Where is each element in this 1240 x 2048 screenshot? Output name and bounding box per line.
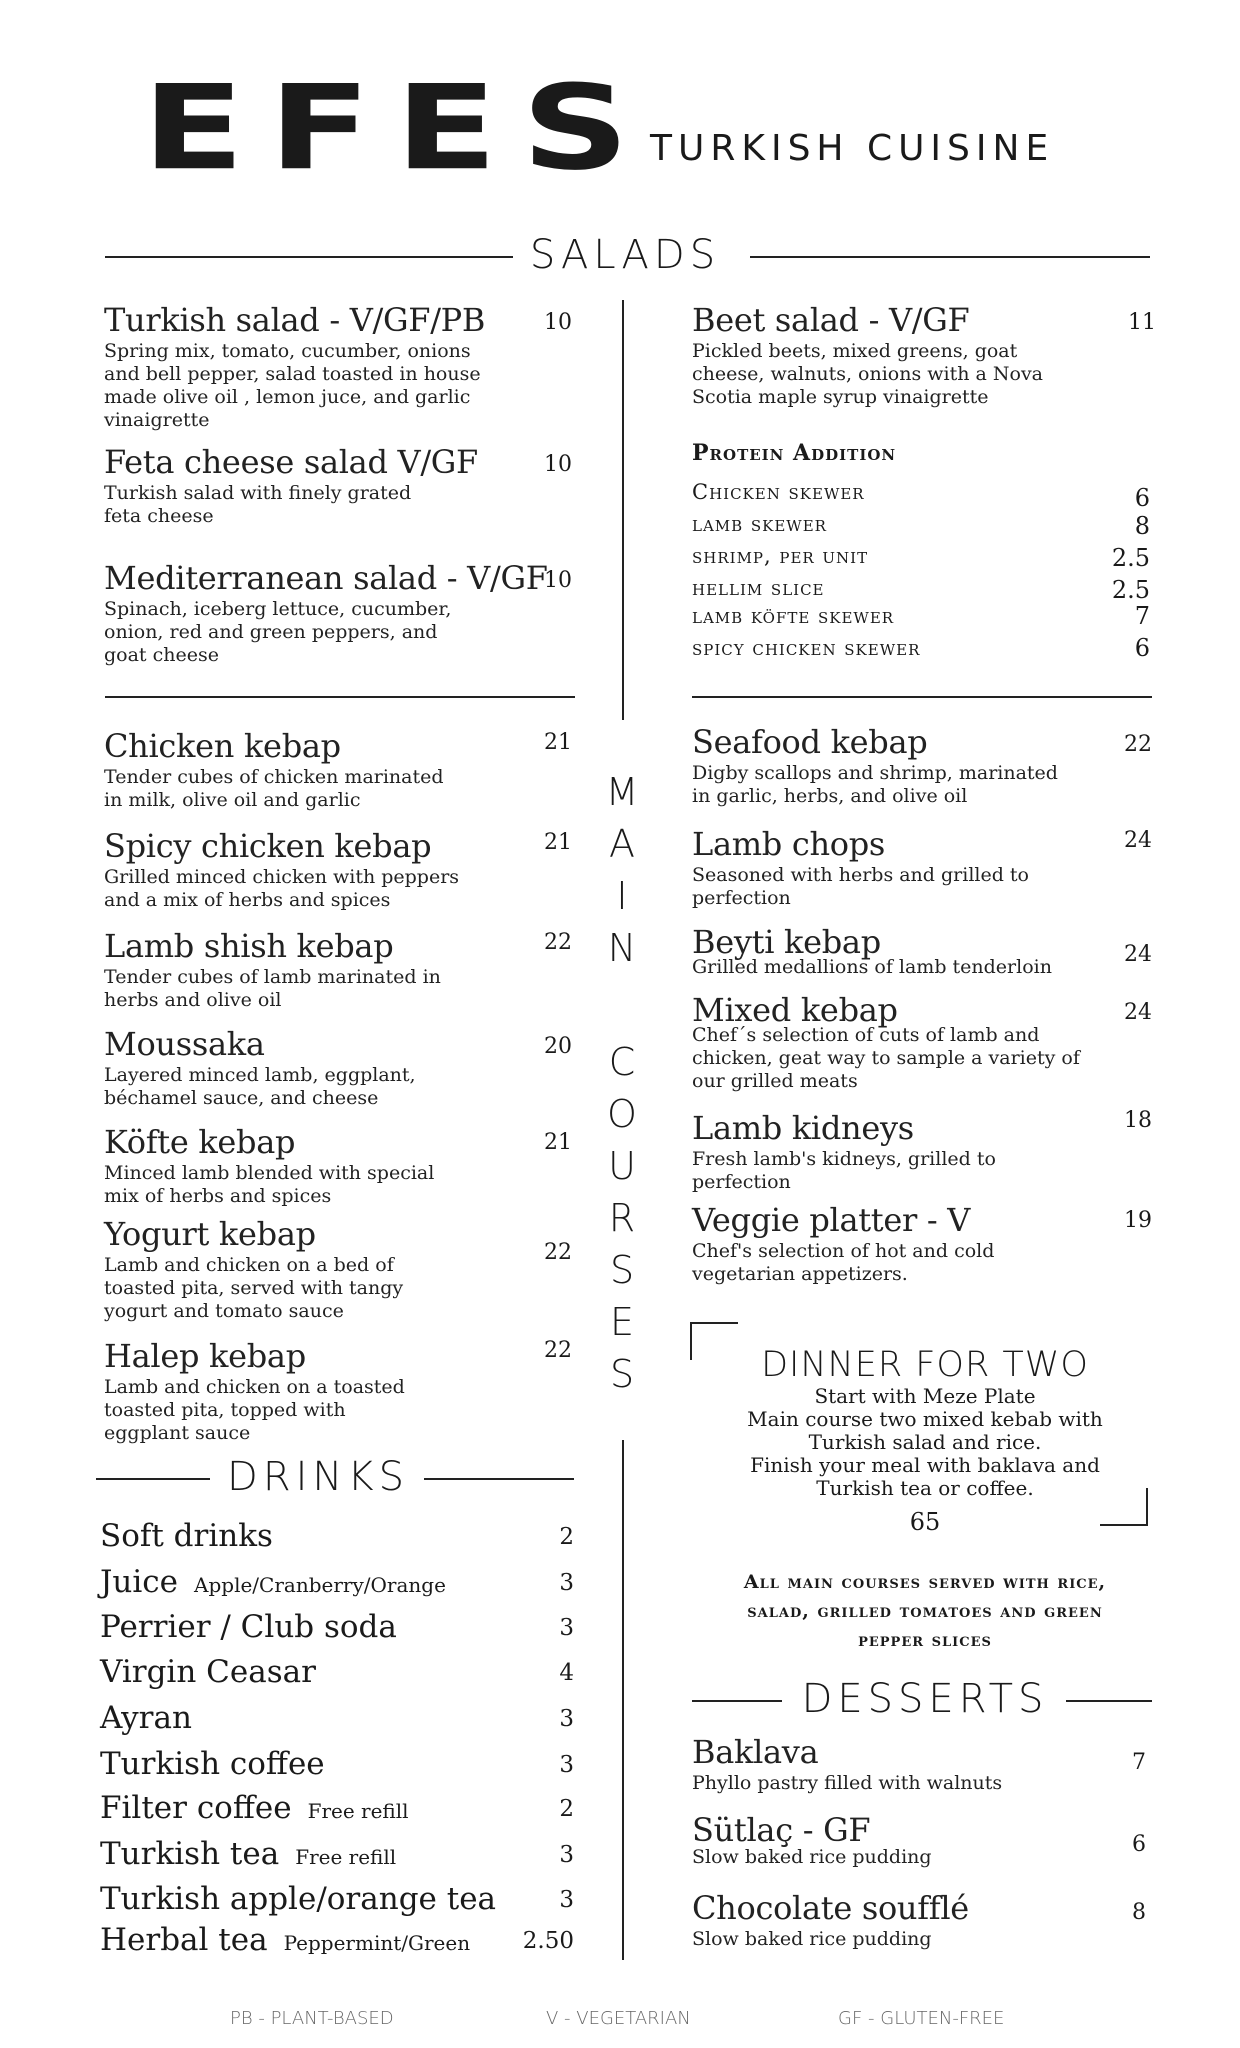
menu-item (692, 924, 1152, 979)
item-description: Seasoned with herbs and grilled to perfection (692, 864, 1029, 909)
legend-gluten-free: GF - GLUTEN-FREE (838, 2008, 1005, 2029)
item-name: Sütlaç - GF (692, 1811, 871, 1849)
item-name: Lamb kidneys (692, 1109, 914, 1147)
drink-name-text: Herbal tea (100, 1922, 268, 1958)
item-name: Spicy chicken kebap (104, 827, 432, 865)
column-divider (622, 300, 624, 720)
menu-item (692, 1110, 1152, 1194)
dinner-line: Finish your meal with baklava and (750, 1453, 1100, 1477)
drink-name: Perrier / Club soda (100, 1609, 397, 1645)
item-description: Fresh lamb's kidneys, grilled to perfection (692, 1148, 996, 1193)
section-title-courses (604, 1040, 640, 1396)
drink-name: Virgin Ceasar (100, 1654, 316, 1690)
menu-item (104, 1124, 574, 1208)
item-price: 20 (544, 1034, 572, 1059)
drink-price: 2 (559, 1796, 574, 1822)
restaurant-subtitle: TURKISH CUISINE (650, 128, 1055, 169)
item-description: Turkish salad with finely grated feta cheese (104, 482, 412, 527)
item-name: Veggie platter - V (692, 1201, 971, 1239)
section-title-main (604, 770, 640, 970)
protein-item: lamb skewer (692, 512, 827, 536)
drink-price: 2 (559, 1524, 574, 1550)
menu-item (692, 1812, 1152, 1869)
item-description: Grilled medallions of lamb tenderloin (692, 956, 1052, 978)
item-price: 10 (544, 310, 572, 335)
legend-vegetarian: V - VEGETARIAN (546, 2008, 691, 2029)
menu-item (104, 828, 574, 912)
drink-item (100, 1654, 574, 1694)
drink-name (100, 1790, 409, 1826)
item-description: Lamb and chicken on a bed of toasted pita, served with tangy yogurt and tomato sauce (104, 1254, 404, 1322)
protein-item: lamb köfte skewer (692, 604, 895, 628)
item-description: Digby scallops and shrimp, marinated in garlic, herbs, and olive oil (692, 762, 1058, 807)
drink-price: 3 (559, 1706, 574, 1732)
menu-item (104, 928, 574, 1012)
item-description: Pickled beets, mixed greens, goat cheese, walnuts, onions with a Nova Scotia maple syrup vinaigrette (692, 340, 1044, 408)
dinner-line: Turkish tea or coffee. (816, 1476, 1034, 1500)
drink-name (100, 1922, 470, 1958)
drink-price: 3 (559, 1752, 574, 1778)
item-price: 8 (1132, 1900, 1146, 1925)
column-divider (622, 1440, 624, 1960)
item-name: Chicken kebap (104, 727, 341, 765)
drink-name (100, 1564, 446, 1600)
item-price: 24 (1124, 1000, 1152, 1025)
note-line: salad, grilled tomatoes and green (747, 1600, 1103, 1622)
drink-item (100, 1564, 574, 1604)
courses-letter: O (607, 1092, 637, 1136)
menu-item (104, 1216, 574, 1323)
protein-addition-title: Protein Addition (692, 440, 897, 466)
item-name: Feta cheese salad V/GF (104, 443, 478, 481)
item-price: 22 (544, 1338, 572, 1363)
menu-item (104, 560, 574, 667)
courses-letter: R (608, 1196, 636, 1240)
legend-plant-based: PB - PLANT-BASED (230, 2008, 394, 2029)
dinner-price: 65 (909, 1508, 941, 1536)
item-name: Mixed kebap (692, 991, 898, 1029)
menu-item (692, 1890, 1152, 1951)
section-title-desserts: DESSERTS (801, 1676, 1049, 1722)
drink-name: Soft drinks (100, 1518, 273, 1554)
item-price: 10 (544, 568, 572, 593)
protein-price: 6 (1134, 634, 1150, 662)
drink-name (100, 1836, 396, 1872)
item-price: 22 (1124, 732, 1152, 757)
main-course-note (690, 1568, 1160, 1655)
protein-item: hellim slice (692, 576, 825, 600)
item-description: Layered minced lamb, eggplant, béchamel sauce, and cheese (104, 1064, 416, 1109)
menu-item (104, 1026, 574, 1110)
main-letter: A (609, 822, 635, 866)
item-price: 11 (1128, 310, 1156, 335)
divider (105, 256, 513, 258)
item-name: Halep kebap (104, 1337, 306, 1375)
protein-price: 6 (1134, 484, 1150, 512)
item-price: 21 (544, 730, 572, 755)
main-letter: I (616, 874, 628, 918)
drink-price: 2.50 (522, 1928, 574, 1954)
item-description: Slow baked rice pudding (692, 1846, 932, 1868)
dinner-line: Start with Meze Plate (814, 1384, 1036, 1408)
drink-name: Turkish apple/orange tea (100, 1881, 497, 1917)
item-description: Chef´s selection of cuts of lamb and chicken, geat way to sample a variety of our grilled meats (692, 1024, 1080, 1092)
main-letter: N (607, 926, 637, 970)
drink-item (100, 1746, 574, 1786)
courses-letter: S (609, 1248, 635, 1292)
courses-letter: C (608, 1040, 636, 1084)
item-description: Slow baked rice pudding (692, 1928, 932, 1950)
item-description: Phyllo pastry filled with walnuts (692, 1772, 1003, 1794)
item-price: 24 (1124, 828, 1152, 853)
drink-name-text: Juice (100, 1564, 179, 1600)
menu-item (104, 302, 574, 432)
item-description: Grilled minced chicken with peppers and a mix of herbs and spices (104, 866, 460, 911)
restaurant-logo: EFES (142, 60, 654, 197)
protein-item: Chicken skewer (692, 480, 865, 504)
item-name: Moussaka (104, 1025, 265, 1063)
item-name: Yogurt kebap (104, 1215, 316, 1253)
drink-price: 3 (559, 1842, 574, 1868)
divider (750, 256, 1150, 258)
item-name: Chocolate soufflé (692, 1889, 969, 1927)
item-description: Tender cubes of lamb marinated in herbs and olive oil (104, 966, 441, 1011)
item-name: Lamb chops (692, 825, 886, 863)
menu-item (104, 728, 574, 812)
protein-price: 8 (1134, 512, 1150, 540)
drink-item (100, 1700, 574, 1740)
divider (105, 696, 575, 698)
courses-letter: S (609, 1352, 635, 1396)
menu-item (692, 1734, 1152, 1795)
drink-item (100, 1836, 574, 1876)
item-price: 18 (1124, 1108, 1152, 1133)
item-description: Spinach, iceberg lettuce, cucumber, onion, red and green peppers, and goat cheese (104, 598, 452, 666)
item-price: 21 (544, 1130, 572, 1155)
divider (1066, 1700, 1152, 1702)
section-title-drinks: DRINKS (227, 1454, 409, 1500)
courses-letter: E (609, 1300, 634, 1344)
drink-price: 3 (559, 1887, 574, 1913)
protein-item: shrimp, per unit (692, 544, 869, 568)
courses-letter: U (608, 1144, 636, 1188)
drink-tag: Free refill (307, 1799, 409, 1823)
menu-item (692, 724, 1152, 808)
menu-item (692, 1202, 1152, 1286)
drink-item (100, 1518, 574, 1558)
item-price: 21 (544, 830, 572, 855)
item-price: 22 (544, 1240, 572, 1265)
item-name: Seafood kebap (692, 723, 928, 761)
drink-price: 4 (559, 1660, 574, 1686)
drink-item (100, 1609, 574, 1649)
section-title-salads: SALADS (529, 232, 721, 278)
drink-name: Ayran (100, 1700, 192, 1736)
drink-name: Turkish coffee (100, 1746, 325, 1782)
item-price: 19 (1124, 1208, 1152, 1233)
drink-item (100, 1881, 574, 1921)
divider (692, 1700, 782, 1702)
item-price: 24 (1124, 942, 1152, 967)
drink-price: 3 (559, 1615, 574, 1641)
item-price: 22 (544, 930, 572, 955)
item-name: Mediterranean salad - V/GF (104, 559, 548, 597)
drink-tag: Peppermint/Green (283, 1931, 471, 1955)
divider (692, 696, 1152, 698)
drink-price: 3 (559, 1570, 574, 1596)
divider (424, 1478, 574, 1480)
menu-item (692, 992, 1152, 1093)
note-line: pepper slices (858, 1629, 992, 1651)
item-description: Lamb and chicken on a toasted toasted pita, topped with eggplant sauce (104, 1376, 405, 1444)
dinner-line: Main course two mixed kebab with (747, 1407, 1103, 1431)
protein-price: 7 (1134, 602, 1150, 630)
drink-name-text: Turkish tea (100, 1836, 280, 1872)
drink-tag: Free refill (295, 1845, 397, 1869)
dinner-for-two (690, 1345, 1160, 1536)
item-name: Lamb shish kebap (104, 927, 394, 965)
item-description: Spring mix, tomato, cucumber, onions and bell pepper, salad toasted in house made olive oil , lemon juce, and garlic vinaigrette (104, 340, 481, 431)
menu-item (104, 444, 574, 528)
protein-price: 2.5 (1111, 576, 1150, 604)
bracket-corner (1100, 1488, 1148, 1526)
item-description: Tender cubes of chicken marinated in milk, olive oil and garlic (104, 766, 444, 811)
menu-item (692, 826, 1152, 910)
dinner-line: Turkish salad and rice. (808, 1430, 1042, 1454)
item-description: Chef's selection of hot and cold vegetarian appetizers. (692, 1240, 995, 1285)
item-price: 10 (544, 452, 572, 477)
item-name: Turkish salad - V/GF/PB (104, 301, 486, 339)
item-name: Köfte kebap (104, 1123, 296, 1161)
drink-item (100, 1922, 574, 1962)
item-name: Beet salad - V/GF (692, 301, 970, 339)
divider (96, 1478, 210, 1480)
item-price: 7 (1132, 1750, 1146, 1775)
item-name: Beyti kebap (692, 923, 881, 961)
menu-item (692, 301, 1156, 409)
drink-item (100, 1790, 574, 1830)
main-letter: M (605, 770, 639, 814)
note-line: All main courses served with rice, (743, 1571, 1107, 1593)
item-price: 6 (1132, 1832, 1146, 1857)
drink-tag: Apple/Cranberry/Orange (194, 1573, 446, 1597)
dinner-title: DINNER FOR TWO (761, 1345, 1089, 1385)
menu-item (104, 1338, 574, 1445)
item-name: Baklava (692, 1733, 819, 1771)
item-description: Minced lamb blended with special mix of herbs and spices (104, 1162, 435, 1207)
protein-item: spicy chicken skewer (692, 636, 921, 660)
protein-price: 2.5 (1111, 544, 1150, 572)
drink-name-text: Filter coffee (100, 1790, 292, 1826)
